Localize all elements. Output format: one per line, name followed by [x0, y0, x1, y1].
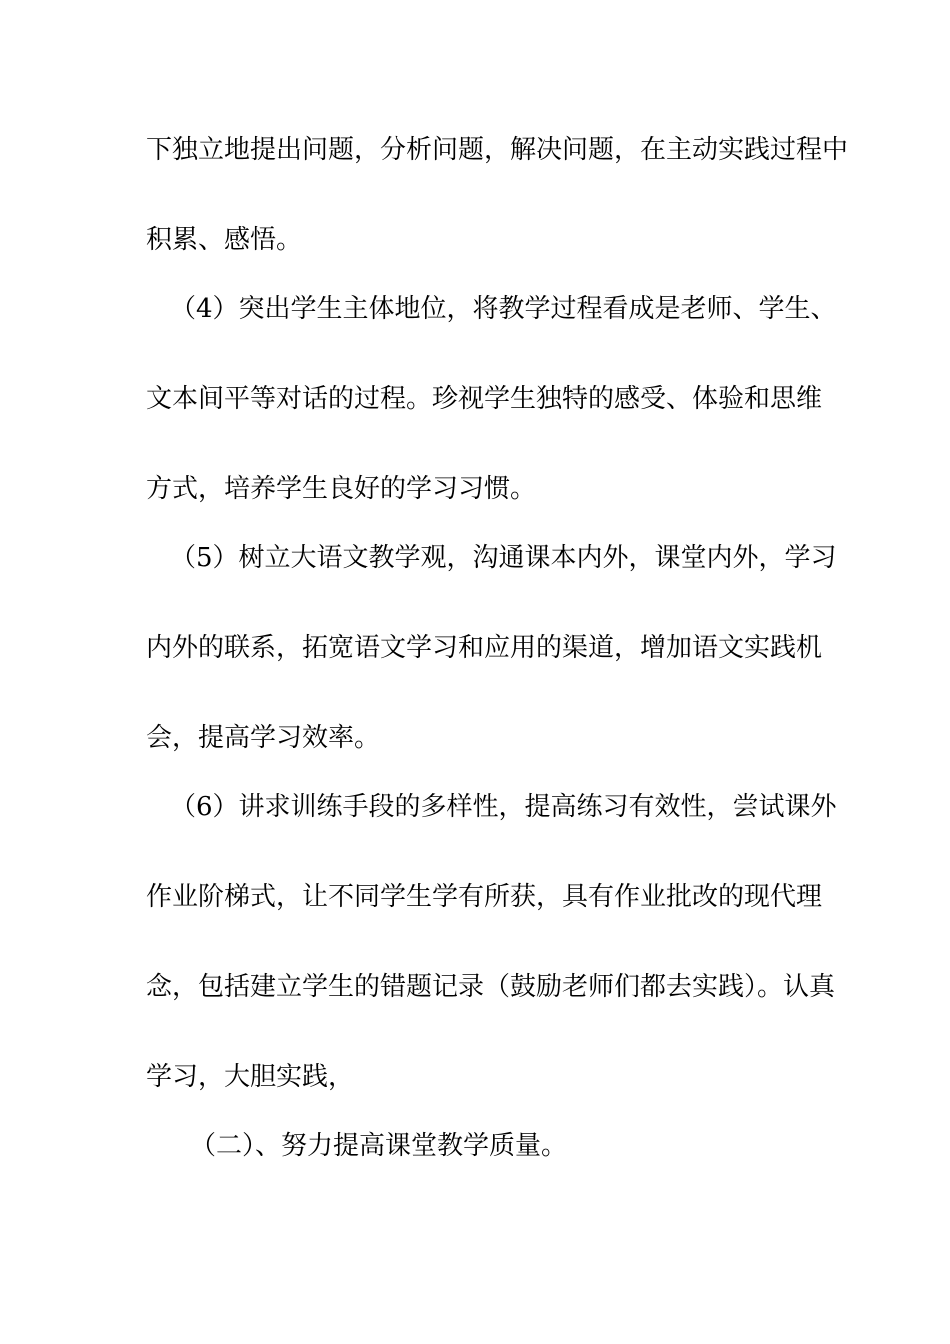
- paragraph-line: （5）树立大语文教学观，沟通课本内外，课堂内外，学习: [170, 543, 837, 573]
- paragraph-line: 念，包括建立学生的错题记录（鼓励老师们都去实践）。认真: [146, 972, 836, 1002]
- paragraph-line: 作业阶梯式，让不同学生学有所获，具有作业批改的现代理: [146, 882, 823, 912]
- paragraph-line: （6）讲求训练手段的多样性，提高练习有效性，尝试课外: [170, 792, 837, 822]
- paragraph-line: 内外的联系，拓宽语文学习和应用的渠道，增加语文实践机: [146, 633, 823, 663]
- paragraph-line: 学习，大胆实践，: [146, 1062, 355, 1092]
- section-heading: （二）、努力提高课堂教学质量。: [190, 1131, 568, 1161]
- paragraph-line: 下独立地提出问题，分析问题，解决问题，在主动实践过程中: [146, 135, 849, 165]
- paragraph-line: 会，提高学习效率。: [146, 723, 381, 753]
- paragraph-line: 文本间平等对话的过程。珍视学生独特的感受、体验和思维: [146, 384, 823, 414]
- paragraph-line: （4）突出学生主体地位，将教学过程看成是老师、学生、: [170, 294, 837, 324]
- paragraph-line: 积累、感悟。: [146, 225, 303, 255]
- paragraph-line: 方式，培养学生良好的学习习惯。: [146, 474, 537, 504]
